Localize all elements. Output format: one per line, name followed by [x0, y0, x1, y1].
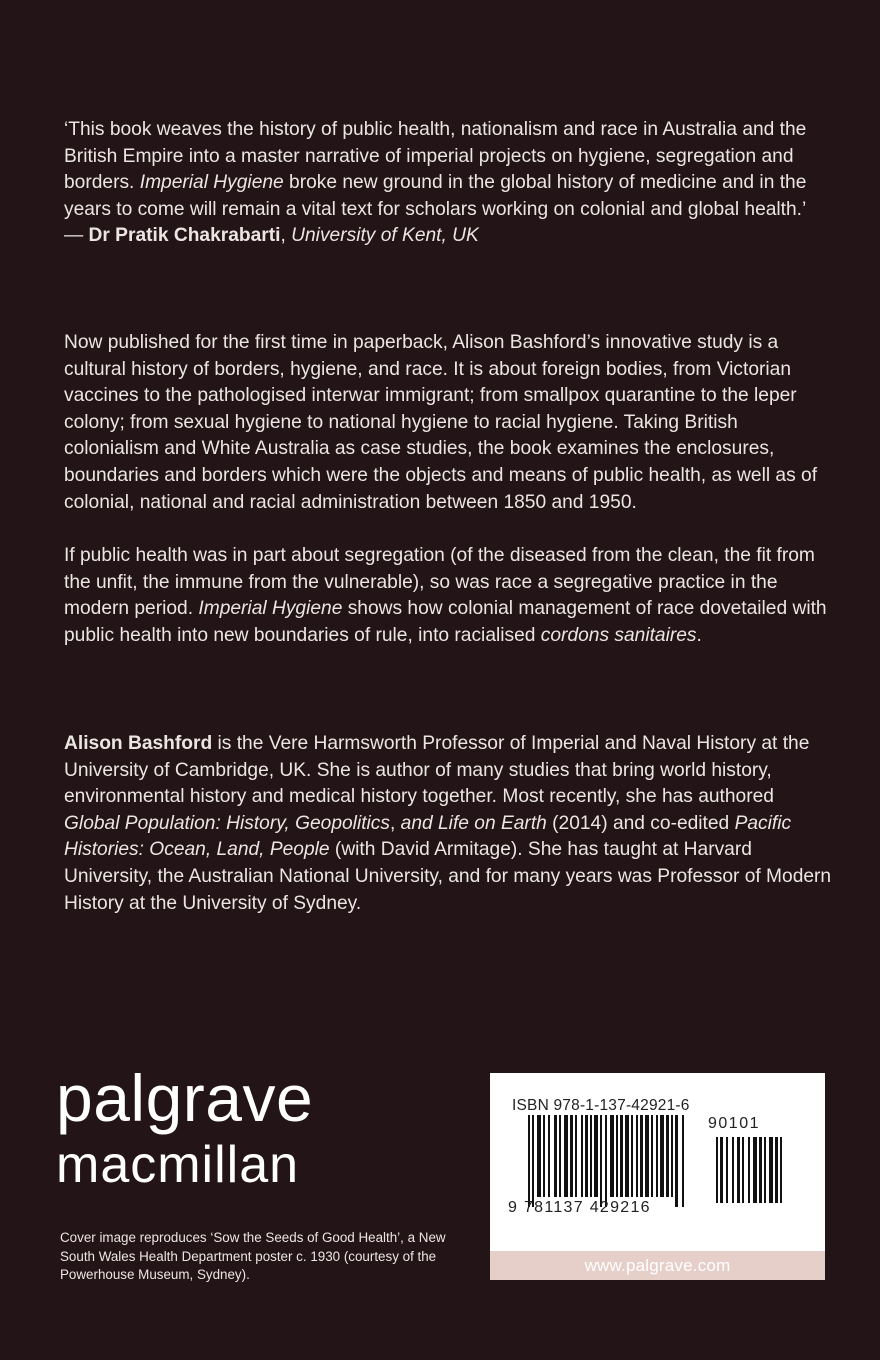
bio-text-2: , — [390, 812, 401, 834]
desc2-term: cordons sanitaires — [540, 624, 697, 646]
description-paragraph-1: Now published for the first time in paperback, Alison Bashford’s innovative study is a cultural history of borders, hygiene, and race. It is about foreign bodies, from Victorian vaccines to the pathologised interwar immigrant; from smallpox quarantine to the leper colony; from sexual hygiene to national hygiene to racial hygiene. Taking British colonialism and White Australia as case studies, the book examines the enclosures, boundaries and borders which were the objects and means of public health, as well as of colonial, national and racial administration between 1850 and 1950. — [64, 332, 818, 513]
quote-affiliation: University of Kent, UK — [291, 225, 479, 247]
logo-line-palgrave: palgrave — [56, 1061, 314, 1135]
barcode-panel — [490, 1073, 825, 1280]
bio-author-name: Alison Bashford — [64, 733, 213, 754]
attribution-separator: , — [280, 225, 292, 247]
addon-digits: 90101 — [708, 1115, 760, 1132]
cover-image-credit: Cover image reproduces ‘Sow the Seeds of Good Health’, a New South Wales Health Department poster c. 1930 (courtesy of the Powerhouse Museum, Sydney). — [60, 1230, 446, 1283]
author-bio — [64, 731, 834, 917]
quote-attribution — [64, 223, 834, 250]
quote-text-part1: ‘This book weaves the history of public health, nationalism and race in Australia and the British Empire into a master narrative of imperial projects on hygiene, segregation and borders. — [64, 119, 807, 194]
attribution-dash: — — [64, 225, 89, 247]
website-strip — [490, 1251, 825, 1280]
bio-text-4: (with David Armitage). She has taught at Harvard University, the Australian National University, and for many years was Professor of Modern History at the University of Sydney. — [64, 839, 832, 914]
endorsement-quote — [64, 117, 834, 250]
bio-book2: Pacific Histories: Ocean, Land, People — [64, 812, 792, 861]
bio-book1-a: Global Population: History, Geopolitics — [64, 812, 390, 834]
quote-book-title: Imperial Hygiene — [139, 172, 284, 194]
desc2-text-c: . — [696, 624, 702, 646]
publisher-logo — [56, 1062, 313, 1196]
logo-line-macmillan: macmillan — [56, 1136, 300, 1194]
bio-book1-b: and Life on Earth — [400, 812, 547, 834]
desc2-text-a: If public health was in part about segregation (of the diseased from the clean, the fit from the unfit, the immune from the vulnerable), so was race a segregative practice in the modern period. — [64, 545, 815, 620]
isbn-label: ISBN 978-1-137-42921-6 — [512, 1097, 690, 1114]
ean-barcode — [528, 1115, 696, 1207]
bio-text-3: (2014) and co-edited — [546, 812, 735, 834]
website-link[interactable]: www.palgrave.com — [584, 1256, 731, 1275]
desc2-book-title: Imperial Hygiene — [198, 598, 343, 620]
description-paragraph-2 — [64, 543, 834, 649]
ean-digits: 9 781137 429216 — [508, 1199, 651, 1216]
quote-text-part2: broke new ground in the global history of medicine and in the years to come will remain a vital text for scholars working on colonial and global health.’ — [64, 172, 807, 220]
quote-author: Dr Pratik Chakrabarti — [88, 225, 281, 247]
bio-text-1: is the Vere Harmsworth Professor of Imperial and Naval History at the University of Cambridge, UK. She is author of many studies that bring world history, environmental history and medical history together. Most recently, she has authored — [64, 733, 810, 808]
desc2-text-b: shows how colonial management of race dovetailed with public health into new boundaries of rule, into racialised — [64, 598, 827, 646]
addon-barcode — [716, 1137, 800, 1213]
